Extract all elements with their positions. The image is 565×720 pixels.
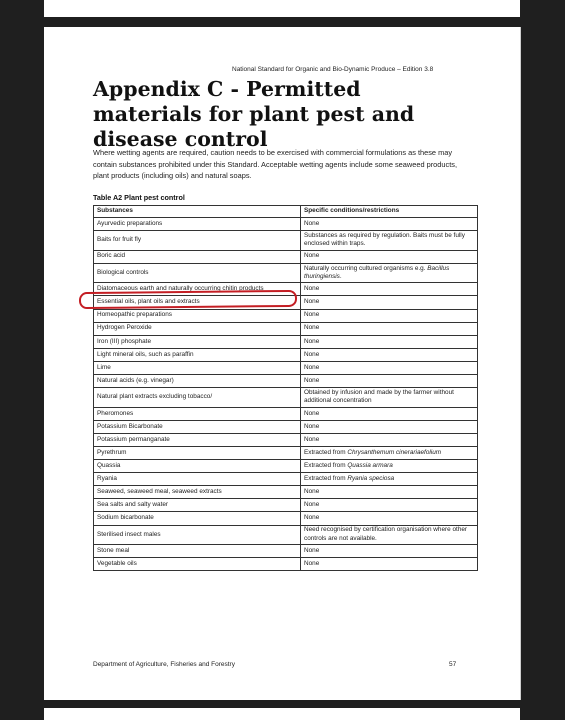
condition-cell: None: [301, 335, 478, 348]
condition-cell: Obtained by infusion and made by the farmer without additional concentration: [301, 388, 478, 408]
condition-text-end: .: [339, 273, 342, 281]
substance-cell: Potassium Bicarbonate: [94, 420, 301, 433]
substance-cell: Seaweed, seaweed meal, seaweed extracts: [94, 486, 301, 499]
table-row: [94, 447, 478, 460]
condition-cell: None: [301, 558, 478, 571]
condition-text: Extracted from: [304, 474, 348, 482]
table-header-row: [94, 206, 478, 218]
table-row: [94, 218, 478, 231]
table-row: [94, 473, 478, 486]
table-row: [94, 407, 478, 420]
condition-text: Extracted from: [304, 448, 348, 456]
condition-cell: None: [301, 296, 478, 309]
condition-cell: None: [301, 433, 478, 446]
condition-cell: None: [301, 407, 478, 420]
condition-species: Ryania speciosa: [347, 474, 395, 482]
condition-text: Extracted from: [304, 461, 348, 469]
condition-cell: None: [301, 512, 478, 525]
condition-cell: [301, 447, 478, 460]
page-title: Appendix C - Permitted materials for plant pest and disease control: [93, 77, 415, 151]
previous-page-edge: [44, 0, 520, 17]
substance-cell: Iron (III) phosphate: [94, 335, 301, 348]
table-row: [94, 545, 478, 558]
plant-pest-control-table: [93, 205, 478, 571]
condition-cell: None: [301, 218, 478, 231]
substance-cell: Vegetable oils: [94, 558, 301, 571]
substance-cell: Lime: [94, 361, 301, 374]
table-row: [94, 433, 478, 446]
table-row: [94, 486, 478, 499]
table-row: [94, 309, 478, 322]
condition-species: Quassia armara: [347, 461, 393, 469]
substance-cell: Natural plant extracts excluding tobacco/: [94, 388, 301, 408]
substance-cell: Ryania: [94, 473, 301, 486]
table-row: [94, 231, 478, 251]
condition-cell: Need recognised by certification organisation where other controls are not available.: [301, 525, 478, 545]
condition-cell: [301, 263, 478, 283]
table-row: [94, 322, 478, 335]
table-row: [94, 420, 478, 433]
column-header-conditions: Specific conditions/restrictions: [301, 206, 478, 218]
intro-paragraph: Where wetting agents are required, caution needs to be exercised with commercial formulations as these may contain substances prohibited under this Standard. Acceptable wetting agents include some seaweed products, plant products (including oils) and natural soaps.: [93, 148, 458, 180]
substance-cell: Homeopathic preparations: [94, 309, 301, 322]
substance-cell: Pyrethrum: [94, 447, 301, 460]
table-row: [94, 361, 478, 374]
table-caption: Table A2 Plant pest control: [93, 193, 185, 202]
condition-cell: None: [301, 250, 478, 263]
next-page-edge: [44, 708, 520, 720]
condition-cell: None: [301, 348, 478, 361]
running-header: National Standard for Organic and Bio-Dynamic Produce – Edition 3.8: [232, 66, 434, 73]
condition-cell: None: [301, 545, 478, 558]
substance-cell: Natural acids (e.g. vinegar): [94, 375, 301, 388]
condition-cell: [301, 460, 478, 473]
condition-cell: None: [301, 309, 478, 322]
substance-cell: Essential oils, plant oils and extracts: [94, 296, 301, 309]
substance-cell: Hydrogen Peroxide: [94, 322, 301, 335]
condition-cell: None: [301, 361, 478, 374]
table-row: [94, 335, 478, 348]
substance-cell: Boric acid: [94, 250, 301, 263]
condition-species: Bacillus thuringiensis: [304, 264, 450, 281]
condition-cell: None: [301, 322, 478, 335]
substance-cell: Baits for fruit fly: [94, 231, 301, 251]
substance-cell: Light mineral oils, such as paraffin: [94, 348, 301, 361]
table-row: [94, 250, 478, 263]
condition-cell: [301, 473, 478, 486]
table-row: [94, 375, 478, 388]
substance-cell: Quassia: [94, 460, 301, 473]
substance-cell: Potassium permanganate: [94, 433, 301, 446]
condition-cell: None: [301, 283, 478, 296]
table-row: [94, 348, 478, 361]
substance-cell: Sodium bicarbonate: [94, 512, 301, 525]
table-row: [94, 499, 478, 512]
substance-cell: Pheromones: [94, 407, 301, 420]
condition-cell: None: [301, 499, 478, 512]
condition-cell: None: [301, 375, 478, 388]
substance-cell: Biological controls: [94, 263, 301, 283]
substance-cell: Sterilised insect males: [94, 525, 301, 545]
column-header-substances: Substances: [94, 206, 301, 218]
substance-cell: Diatomaceous earth and naturally occurring chitin products: [94, 283, 301, 296]
condition-text: Naturally occurring cultured organisms e.g.: [304, 264, 428, 272]
footer-page-number: 57: [449, 661, 457, 668]
substance-cell: Sea salts and salty water: [94, 499, 301, 512]
table-row: [94, 512, 478, 525]
table-row: [94, 388, 478, 408]
footer-department: Department of Agriculture, Fisheries and Forestry: [93, 661, 235, 668]
substance-cell: Ayurvedic preparations: [94, 218, 301, 231]
table-row: [94, 460, 478, 473]
table-row: [94, 263, 478, 283]
red-highlight-annotation: [79, 290, 297, 309]
table-row: [94, 525, 478, 545]
substance-cell: Stone meal: [94, 545, 301, 558]
condition-cell: Substances as required by regulation. Baits must be fully enclosed within traps.: [301, 231, 478, 251]
table-row: [94, 558, 478, 571]
condition-cell: None: [301, 420, 478, 433]
condition-cell: None: [301, 486, 478, 499]
condition-species: Chrysanthemum cinerariaefolium: [347, 448, 442, 456]
